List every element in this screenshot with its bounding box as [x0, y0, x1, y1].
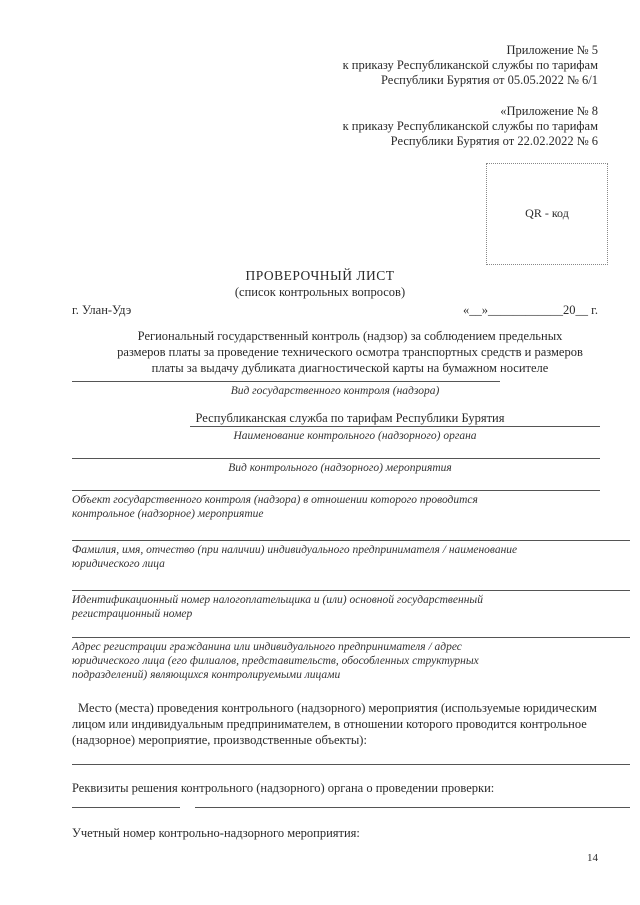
control-type-caption: Вид государственного контроля (надзора) — [230, 385, 440, 397]
control-type-line-3: платы за выдачу дубликата диагностической карты на бумажном носителе — [151, 361, 549, 375]
page-number: 14 — [587, 852, 598, 864]
person-caption-line-2: юридического лица — [72, 558, 165, 570]
control-type-text — [60, 328, 640, 376]
decision-underline-short — [72, 807, 180, 808]
person-underline — [72, 540, 630, 541]
account-number-label: Учетный номер контрольно-надзорного мероприятия: — [72, 826, 360, 840]
object-caption-line-2: контрольное (надзорное) мероприятие — [72, 508, 264, 520]
appendix-8-block — [178, 104, 598, 149]
place-text — [72, 700, 634, 748]
organ-value: Республиканская служба по тарифам Республики Бурятия — [195, 411, 505, 425]
address-caption — [72, 640, 632, 682]
appendix-8-line-3: Республики Бурятия от 22.02.2022 № 6 — [390, 134, 598, 148]
qr-code-label: QR - код — [525, 206, 569, 220]
organ-caption: Наименование контрольного (надзорного) органа — [233, 430, 477, 442]
place-line-1: Место (места) проведения контрольного (надзорного) мероприятия (используемые юридическим — [78, 701, 597, 715]
appendix-5-block — [178, 43, 598, 88]
address-caption-line-1: Адрес регистрации гражданина или индивидуального предпринимателя / адрес — [72, 641, 462, 653]
address-caption-line-2: юридического лица (его филиалов, представительств, обособленных структурных — [72, 655, 479, 667]
decision-underline-long — [195, 807, 630, 808]
inn-underline — [72, 590, 630, 591]
organ-underline — [190, 426, 600, 427]
event-type-caption: Вид контрольного (надзорного) мероприятия — [228, 462, 452, 474]
place-line-3: (надзорное) мероприятие, производственные объекты): — [72, 733, 367, 747]
appendix-5-line-3: Республики Бурятия от 05.05.2022 № 6/1 — [380, 73, 598, 87]
qr-code-placeholder — [486, 163, 608, 265]
date-field: «__»____________20__ г. — [463, 303, 598, 317]
person-caption-line-1: Фамилия, имя, отчество (при наличии) индивидуального предпринимателя / наименование — [72, 544, 518, 556]
address-underline — [72, 637, 630, 638]
inn-caption — [72, 593, 632, 621]
document-subtitle: (список контрольных вопросов) — [234, 285, 406, 299]
person-caption — [72, 543, 632, 571]
event-type-underline — [72, 458, 600, 459]
document-title: ПРОВЕРОЧНЫЙ ЛИСТ — [245, 268, 395, 283]
control-type-line-1: Региональный государственный контроль (надзор) за соблюдением предельных — [137, 329, 563, 343]
object-caption-line-1: Объект государственного контроля (надзора) в отношении которого проводится — [72, 494, 478, 506]
object-underline — [72, 490, 600, 491]
inn-caption-line-1: Идентификационный номер налогоплательщика и (или) основной государственный — [72, 594, 483, 606]
control-type-line-2: размеров платы за проведение технического осмотра транспортных средств и размеров — [117, 345, 583, 359]
address-caption-line-3: подразделений) являющихся контролируемыми лицами — [72, 669, 341, 681]
object-caption — [72, 493, 612, 521]
appendix-8-line-1: «Приложение № 8 — [500, 104, 598, 118]
inn-caption-line-2: регистрационный номер — [72, 608, 193, 620]
decision-label: Реквизиты решения контрольного (надзорного) органа о проведении проверки: — [72, 781, 495, 795]
city-label: г. Улан-Удэ — [72, 303, 132, 317]
place-underline — [72, 764, 630, 765]
appendix-5-line-1: Приложение № 5 — [506, 43, 598, 57]
appendix-5-line-2: к приказу Республиканской службы по тарифам — [342, 58, 598, 72]
control-type-underline — [72, 381, 500, 382]
appendix-8-line-2: к приказу Республиканской службы по тарифам — [342, 119, 598, 133]
place-line-2: лицом или индивидуальным предпринимателем, в отношении которого проводится контрольное — [72, 717, 587, 731]
